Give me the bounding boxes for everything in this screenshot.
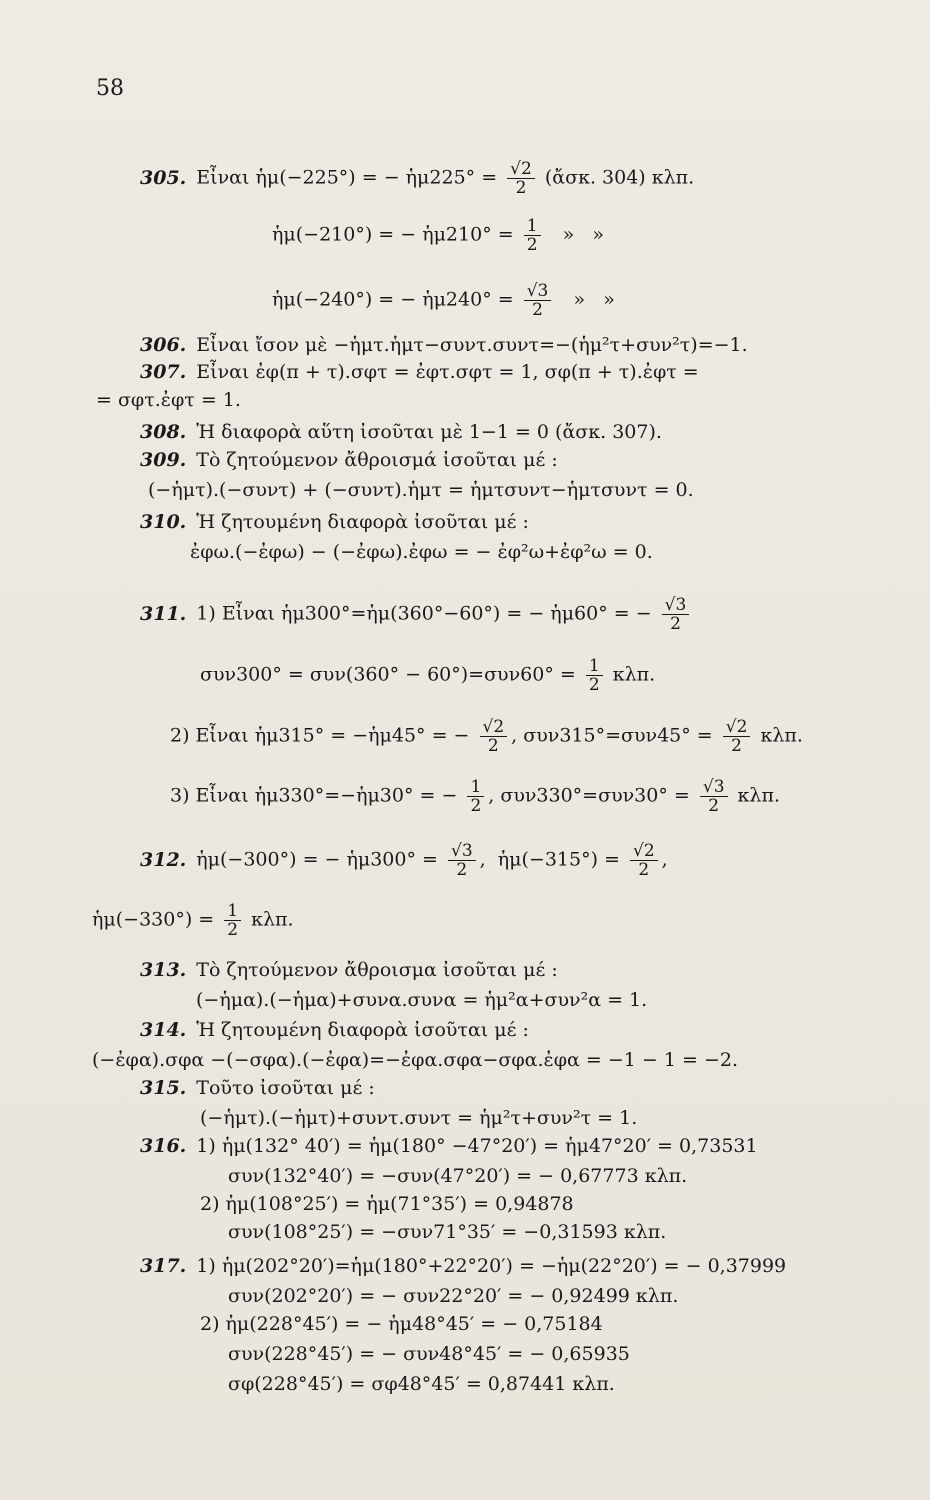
fraction — [723, 718, 751, 755]
equation-text: , συν315°=συν45° = — [511, 724, 719, 747]
equation-text: (−ἡμτ).(−συντ) + (−συντ).ἡμτ = ἡμτσυντ−ἡμτσυντ = 0. — [148, 479, 694, 501]
equation-text: σφ(228°45′) = σφ48°45′ = 0,87441 κλπ. — [228, 1373, 615, 1395]
exercise-314 — [140, 1018, 529, 1042]
exercise-311-part-2 — [170, 718, 803, 755]
exercise-number: 306. — [140, 334, 187, 356]
equation-text: συν(132°40′) = −συν(47°20′) = − 0,67773 κλπ. — [228, 1165, 688, 1187]
exercise-313-equation — [196, 988, 647, 1012]
exercise-313 — [140, 958, 558, 982]
fraction-denominator: 2 — [670, 614, 681, 634]
exercise-315-equation — [200, 1106, 637, 1130]
exercise-number: 309. — [140, 449, 187, 471]
fraction-numerator: √3 — [524, 282, 552, 301]
equation-text: ἐφω.(−ἐφω) − (−ἐφω).ἐφω = − ἐφ²ω+ἐφ²ω = 0. — [190, 541, 653, 563]
exercise-309 — [140, 448, 558, 472]
fraction — [630, 842, 658, 879]
exercise-number: 307. — [140, 361, 187, 383]
equation-text: Ἡ ζητουμένη διαφορὰ ἰσοῦται μέ : — [196, 511, 529, 533]
equation-text: 3) Εἶναι ἡμ330°=−ἡμ30° = − — [170, 784, 464, 807]
exercise-307-continued — [96, 388, 241, 412]
equation-text: (ἄσκ. 304) κλπ. — [538, 166, 695, 189]
exercise-311-part-1 — [140, 596, 693, 633]
exercise-number: 310. — [140, 511, 187, 533]
equation-text: ἡμ(−240°) = − ἡμ240° = — [272, 288, 520, 311]
fraction — [700, 778, 728, 815]
fraction-numerator: √2 — [723, 718, 751, 737]
exercise-317-part-2b — [228, 1342, 630, 1366]
equation-text: κλπ. — [245, 908, 294, 931]
equation-text: (−ἡμτ).(−ἡμτ)+συντ.συντ = ἡμ²τ+συν²τ = 1. — [200, 1107, 638, 1129]
equation-text: Τοῦτο ἰσοῦται μέ : — [196, 1077, 375, 1099]
equation-text: ἡμ(−210°) = − ἡμ210° = — [272, 223, 520, 246]
fraction — [467, 778, 484, 815]
exercise-317-part-2c — [228, 1372, 615, 1396]
equation-text: , ἡμ(−315°) = — [479, 848, 626, 871]
fraction-numerator: √2 — [630, 842, 658, 861]
equation-text: 1) Εἶναι ἡμ300°=ἡμ(360°−60°) = − ἡμ60° = − — [196, 602, 658, 625]
equation-text: Τὸ ζητούμενον ἄθροισμά ἰσοῦται μέ : — [196, 449, 558, 471]
equation-text: Τὸ ζητούμενον ἄθροισμα ἰσοῦται μέ : — [196, 959, 558, 981]
equation-text: 2) Εἶναι ἡμ315° = −ἡμ45° = − — [170, 724, 476, 747]
equation-text: Εἶναι ἡμ(−225°) = − ἡμ225° = — [196, 166, 504, 189]
equation-text: συν(108°25′) = −συν71°35′ = −0,31593 κλπ. — [228, 1221, 667, 1243]
fraction — [480, 718, 508, 755]
equation-text: Ἡ ζητουμένη διαφορὰ ἰσοῦται μέ : — [196, 1019, 529, 1041]
fraction-numerator: √3 — [662, 596, 690, 615]
fraction — [524, 217, 541, 254]
fraction-denominator: 2 — [487, 736, 499, 756]
exercise-number: 305. — [140, 166, 187, 189]
fraction — [524, 282, 552, 319]
equation-text: κλπ. — [606, 663, 656, 686]
exercise-310 — [140, 510, 529, 534]
exercise-306 — [140, 333, 748, 357]
fraction-numerator: √3 — [700, 778, 728, 797]
exercise-number: 313. — [140, 959, 187, 981]
fraction-numerator: 1 — [586, 657, 603, 676]
exercise-305-line-2 — [272, 217, 604, 254]
equation-text: » » — [544, 223, 605, 246]
exercise-311-part-3 — [170, 778, 780, 815]
equation-text: Ἡ διαφορὰ αὕτη ἰσοῦται μὲ 1−1 = 0 (ἄσκ. 307). — [196, 421, 662, 443]
equation-text: 1) ἡμ(132° 40′) = ἡμ(180° −47°20′) = ἡμ47°20′ = 0,73531 — [196, 1135, 758, 1157]
exercise-307 — [140, 360, 699, 384]
exercise-305-line-3 — [272, 282, 615, 319]
fraction — [224, 902, 241, 939]
exercise-316-part-2b — [228, 1220, 666, 1244]
equation-text: κλπ. — [754, 724, 803, 747]
exercise-309-equation — [148, 478, 694, 502]
equation-text: 1) ἡμ(202°20′)=ἡμ(180°+22°20′) = −ἡμ(22°20′) = − 0,37999 — [196, 1255, 787, 1277]
exercise-316-part-2 — [200, 1192, 574, 1216]
exercise-314-equation — [92, 1048, 738, 1072]
exercise-315 — [140, 1076, 375, 1100]
fraction-denominator: 2 — [731, 736, 742, 756]
fraction-denominator: 2 — [708, 796, 720, 816]
equation-text: συν(202°20′) = − συν22°20′ = − 0,92499 κλπ. — [228, 1285, 679, 1307]
equation-text: 2) ἡμ(108°25′) = ἡμ(71°35′) = 0,94878 — [200, 1193, 574, 1215]
exercise-316-part-1 — [140, 1134, 758, 1158]
equation-text: ἡμ(−330°) = — [92, 908, 221, 931]
exercise-317-part-1 — [140, 1254, 786, 1278]
equation-text: , συν330°=συν30° = — [488, 784, 696, 807]
exercise-number: 315. — [140, 1077, 187, 1099]
equation-text: συν300° = συν(360° − 60°)=συν60° = — [200, 663, 582, 686]
exercise-316-part-1b — [228, 1164, 687, 1188]
fraction — [586, 657, 603, 694]
exercise-number: 311. — [140, 602, 187, 625]
equation-text: = σφτ.ἐφτ = 1. — [96, 389, 241, 411]
exercise-number: 312. — [140, 848, 187, 871]
equation-text: 2) ἡμ(228°45′) = − ἡμ48°45′ = − 0,75184 — [200, 1313, 603, 1335]
fraction-denominator: 2 — [470, 796, 482, 816]
fraction-numerator: √3 — [448, 842, 476, 861]
fraction-denominator: 2 — [532, 300, 543, 320]
equation-text: (−ἡμα).(−ἡμα)+συνα.συνα = ἡμ²α+συν²α = 1. — [196, 989, 648, 1011]
equation-text: κλπ. — [731, 784, 780, 807]
fraction — [662, 596, 690, 633]
exercise-310-equation — [190, 540, 653, 564]
fraction-numerator: √2 — [480, 718, 508, 737]
fraction-numerator: 1 — [467, 778, 484, 797]
exercise-317-part-2 — [200, 1312, 603, 1336]
equation-text: » » — [555, 288, 615, 311]
exercise-number: 317. — [140, 1255, 187, 1277]
fraction — [448, 842, 476, 879]
equation-text: Εἶναι ἴσον μὲ −ἡμτ.ἡμτ−συντ.συντ=−(ἡμ²τ+συν²τ)=−1. — [196, 334, 748, 356]
exercise-number: 308. — [140, 421, 187, 443]
fraction-denominator: 2 — [638, 860, 650, 880]
exercise-308 — [140, 420, 662, 444]
exercise-312 — [140, 842, 668, 879]
equation-text: ἡμ(−300°) = − ἡμ300° = — [196, 848, 444, 871]
fraction-denominator: 2 — [227, 920, 239, 940]
exercise-305-line-1 — [140, 160, 694, 197]
fraction-numerator: √2 — [507, 160, 535, 179]
exercise-317-part-1b — [228, 1284, 678, 1308]
equation-text: , — [661, 848, 668, 871]
fraction — [507, 160, 535, 197]
fraction-denominator: 2 — [515, 178, 527, 198]
exercise-312-continued — [92, 902, 294, 939]
fraction-numerator: 1 — [224, 902, 241, 921]
fraction-denominator: 2 — [456, 860, 468, 880]
exercise-number: 314. — [140, 1019, 187, 1041]
equation-text: συν(228°45′) = − συν48°45′ = − 0,65935 — [228, 1343, 630, 1365]
fraction-denominator: 2 — [588, 675, 600, 695]
fraction-numerator: 1 — [524, 217, 541, 236]
equation-text: Εἶναι ἐφ(π + τ).σφτ = ἐφτ.σφτ = 1, σφ(π + τ).ἐφτ = — [196, 361, 699, 383]
page-number: 58 — [96, 76, 124, 101]
exercise-311-part-1b — [200, 657, 655, 694]
exercise-number: 316. — [140, 1135, 187, 1157]
fraction-denominator: 2 — [526, 235, 538, 255]
equation-text: (−ἐφα).σφα −(−σφα).(−ἐφα)=−ἐφα.σφα−σφα.ἐφα = −1 − 1 = −2. — [92, 1049, 738, 1071]
